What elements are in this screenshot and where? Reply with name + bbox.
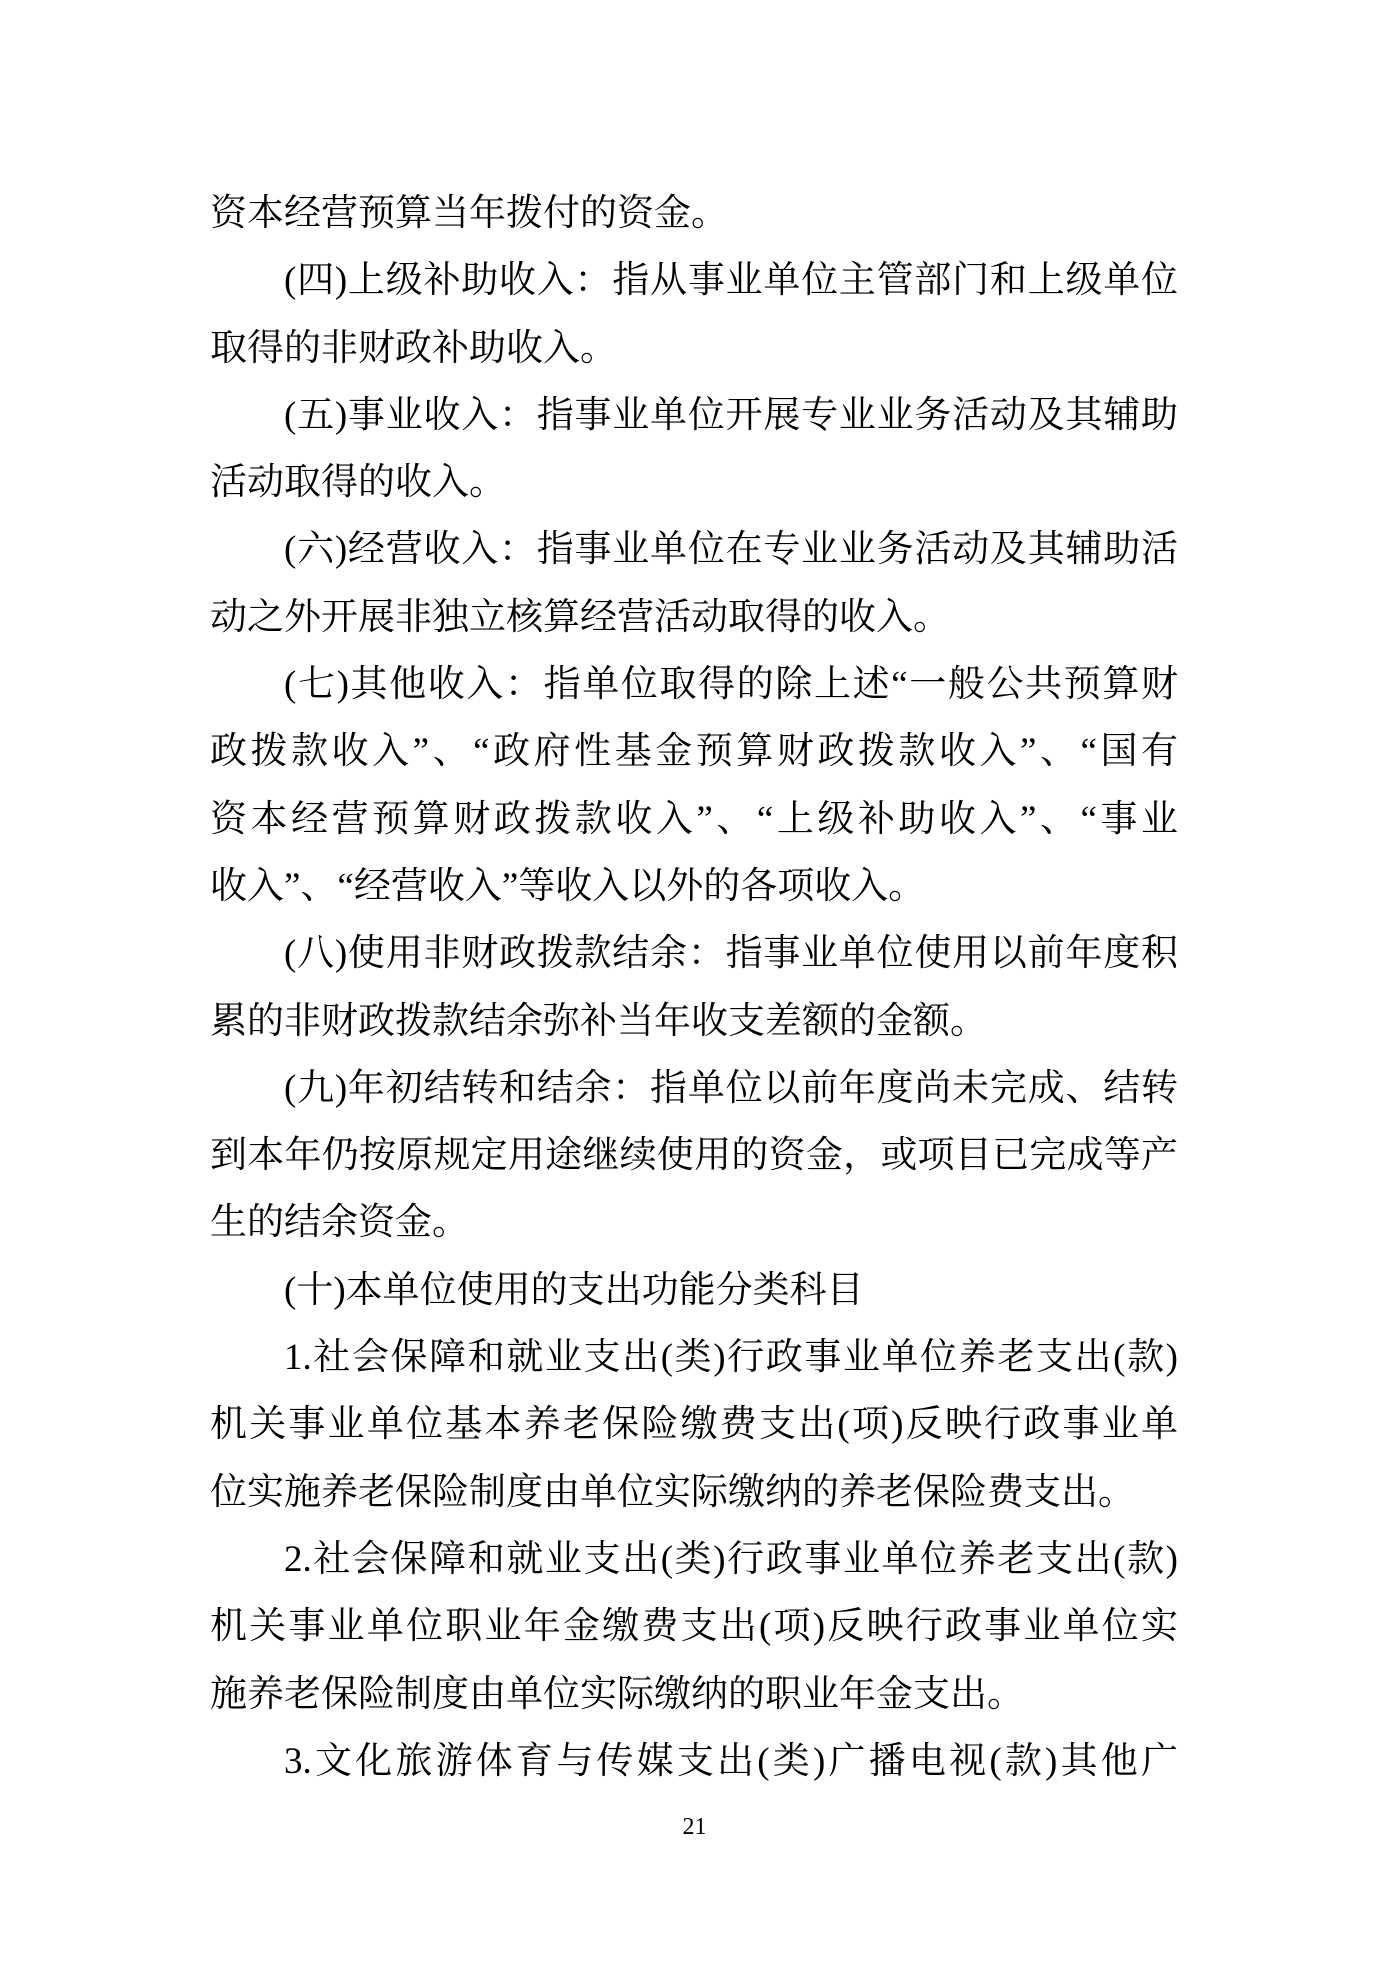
text-line: 机关事业单位基本养老保险缴费支出(项)反映行政事业单	[210, 1404, 1178, 1446]
text-line: 施养老保险制度由单位实际缴纳的职业年金支出。	[210, 1673, 1024, 1715]
text-line: 累的非财政拨款结余弥补当年收支差额的金额。	[210, 1000, 987, 1042]
text-line: 机关事业单位职业年金缴费支出(项)反映行政事业单位实	[210, 1606, 1178, 1648]
text-line: 资本经营预算财政拨款收入”、“上级补助收入”、“事业	[210, 798, 1178, 840]
text-line: 收入”、“经营收入”等收入以外的各项收入。	[210, 865, 926, 907]
text-line: 1.社会保障和就业支出(类)行政事业单位养老支出(款)	[284, 1337, 1178, 1379]
text-line: 到本年仍按原规定用途继续使用的资金，或项目已完成等产	[210, 1135, 1178, 1177]
text-line: 生的结余资金。	[210, 1202, 469, 1244]
text-line: (五)事业收入：指事业单位开展专业业务活动及其辅助	[284, 394, 1178, 436]
text-line: 位实施养老保险制度由单位实际缴纳的养老保险费支出。	[210, 1471, 1135, 1513]
text-line: 取得的非财政补助收入。	[210, 327, 617, 369]
text-line: (四)上级补助收入：指从事业单位主管部门和上级单位	[284, 260, 1178, 302]
text-line: 活动取得的收入。	[210, 462, 506, 504]
text-line: (九)年初结转和结余：指单位以前年度尚未完成、结转	[284, 1067, 1178, 1109]
text-line: (七)其他收入：指单位取得的除上述“一般公共预算财	[284, 664, 1178, 706]
text-line: 政拨款收入”、“政府性基金预算财政拨款收入”、“国有	[210, 731, 1178, 773]
page-number: 21	[682, 1814, 707, 1840]
text-line: 动之外开展非独立核算经营活动取得的收入。	[210, 596, 950, 638]
text-line: (六)经营收入：指事业单位在专业业务活动及其辅助活	[284, 529, 1178, 571]
text-line: 2.社会保障和就业支出(类)行政事业单位养老支出(款)	[284, 1538, 1178, 1580]
text-line: (八)使用非财政拨款结余：指事业单位使用以前年度积	[284, 933, 1178, 975]
text-line: 3.文化旅游体育与传媒支出(类)广播电视(款)其他广	[284, 1740, 1178, 1782]
text-line: 资本经营预算当年拨付的资金。	[210, 193, 728, 234]
text-block	[210, 180, 1178, 1795]
text-line: (十)本单位使用的支出功能分类科目	[284, 1269, 864, 1311]
